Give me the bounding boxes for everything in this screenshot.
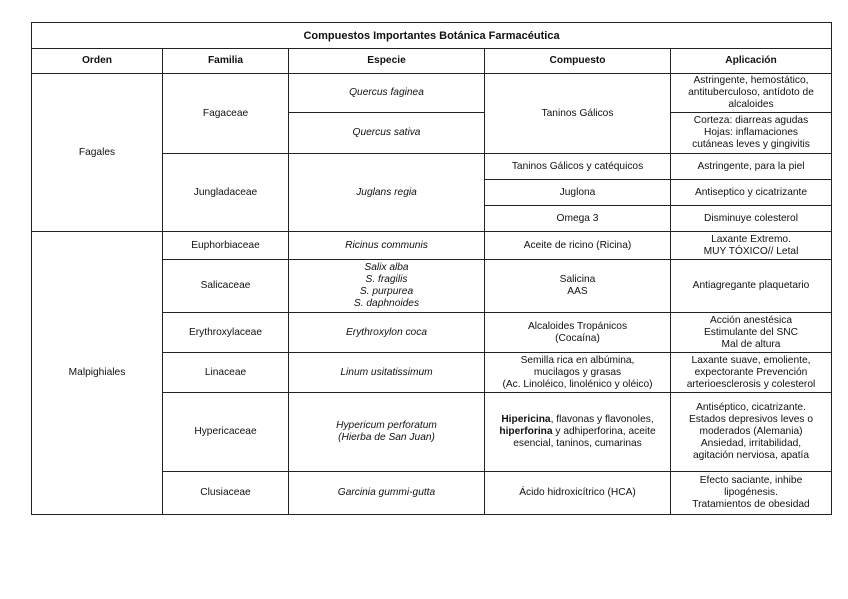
familia-euphorbiaceae: Euphorbiaceae [163, 232, 289, 260]
header-familia: Familia [163, 49, 289, 74]
familia-salicaceae: Salicaceae [163, 260, 289, 313]
compuesto-hca: Ácido hidroxicítrico (HCA) [485, 472, 671, 515]
order-fagales: Fagales [32, 74, 163, 232]
header-aplicacion: Aplicación [671, 49, 832, 74]
compounds-table [31, 22, 832, 515]
aplicacion-jungladaceae-1: Astringente, para la piel [671, 154, 832, 180]
aplicacion-erythroxylaceae: Acción anestésica Estimulante del SNC Mal de altura [671, 313, 832, 353]
order-malpighiales: Malpighiales [32, 232, 163, 515]
compuesto-ricina: Aceite de ricino (Ricina) [485, 232, 671, 260]
aplicacion-fagaceae-1: Astringente, hemostático, antituberculoso, antídoto de alcaloides [671, 74, 832, 113]
aplicacion-salicaceae: Antiagregante plaquetario [671, 260, 832, 313]
aplicacion-linaceae: Laxante suave, emoliente, expectorante Prevención arterioesclerosis y colesterol [671, 353, 832, 393]
aplicacion-hypericaceae: Antiséptico, cicatrizante. Estados depresivos leves o moderados (Alemania) Ansiedad, irritabilidad, agitación nerviosa, apatía [671, 393, 832, 472]
especie-juglans-regia: Juglans regia [289, 154, 485, 232]
aplicacion-jungladaceae-3: Disminuye colesterol [671, 206, 832, 232]
especie-ricinus: Ricinus communis [289, 232, 485, 260]
compuesto-jungladaceae-1: Taninos Gálicos y catéquicos [485, 154, 671, 180]
compuesto-jungladaceae-2: Juglona [485, 180, 671, 206]
header-especie: Especie [289, 49, 485, 74]
especie-quercus-sativa: Quercus sativa [289, 113, 485, 154]
aplicacion-clusiaceae: Efecto saciante, inhibe lipogénesis. Tratamientos de obesidad [671, 472, 832, 515]
aplicacion-fagaceae-2: Corteza: diarreas agudas Hojas: inflamaciones cutáneas leves y gingivitis [671, 113, 832, 154]
compuesto-linaceae: Semilla rica en albúmina, mucilagos y grasas (Ac. Linoléico, linolénico y oléico) [485, 353, 671, 393]
especie-quercus-faginea: Quercus faginea [289, 74, 485, 113]
especie-salix: Salix alba S. fragilis S. purpurea S. daphnoides [289, 260, 485, 313]
especie-garcinia: Garcinia gummi-gutta [289, 472, 485, 515]
header-orden: Orden [32, 49, 163, 74]
compuesto-hypericaceae: Hipericina, flavonas y flavonoles, hiperforina y adhiperforina, aceite esencial, taninos, cumarinas [485, 393, 671, 472]
aplicacion-jungladaceae-2: Antiseptico y cicatrizante [671, 180, 832, 206]
familia-jungladaceae: Jungladaceae [163, 154, 289, 232]
compuesto-salicina: Salicina AAS [485, 260, 671, 313]
aplicacion-euphorbiaceae: Laxante Extremo. MUY TÓXICO// Letal [671, 232, 832, 260]
header-compuesto: Compuesto [485, 49, 671, 74]
compuesto-taninos-galicos: Taninos Gálicos [485, 74, 671, 154]
familia-hypericaceae: Hypericaceae [163, 393, 289, 472]
familia-clusiaceae: Clusiaceae [163, 472, 289, 515]
compuesto-alcaloides-tropanicos: Alcaloides Tropánicos (Cocaína) [485, 313, 671, 353]
especie-hypericum: Hypericum perforatum (Hierba de San Juan) [289, 393, 485, 472]
table-title: Compuestos Importantes Botánica Farmacéutica [32, 23, 832, 49]
familia-fagaceae: Fagaceae [163, 74, 289, 154]
familia-erythroxylaceae: Erythroxylaceae [163, 313, 289, 353]
especie-erythroxylon: Erythroxylon coca [289, 313, 485, 353]
compuesto-jungladaceae-3: Omega 3 [485, 206, 671, 232]
especie-linum: Linum usitatissimum [289, 353, 485, 393]
familia-linaceae: Linaceae [163, 353, 289, 393]
